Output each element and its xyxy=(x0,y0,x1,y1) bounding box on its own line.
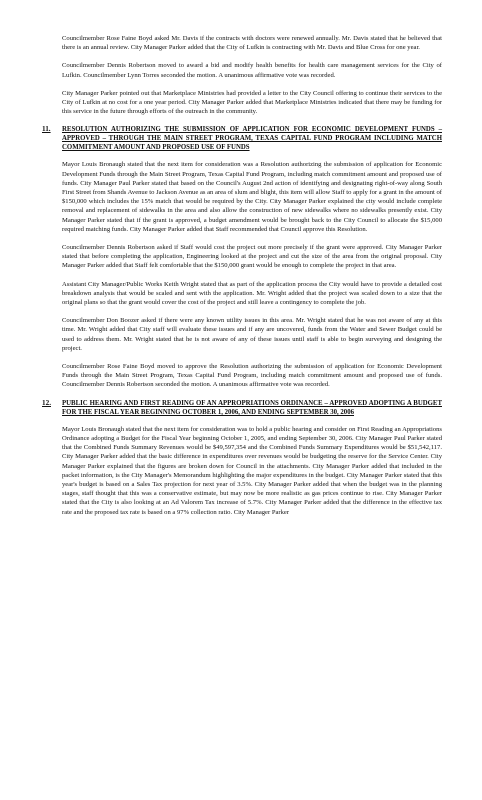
agenda-item-title: PUBLIC HEARING AND FIRST READING OF AN APPROPRIATIONS ORDINANCE – APPROVED ADOPTING A BUDGET FOR THE FISCAL YEAR BEGINNING OCTOBER 1, 2006, AND ENDING SEPTEMBER 30, 2006 xyxy=(62,399,442,416)
agenda-item-title: RESOLUTION AUTHORIZING THE SUBMISSION OF APPLICATION FOR ECONOMIC DEVELOPMENT FUNDS – APPROVED – THROUGH THE MAIN STREET PROGRAM, TEXAS CAPITAL FUND PROGRAM INCLUDING MATCH COMMITMENT AMOUNT AND PROPOSED USE OF FUNDS xyxy=(62,126,442,152)
paragraph: Councilmember Dennis Robertson moved to award a bid and modify health benefits for health care management services for the City of Lufkin. Councilmember Lynn Torres seconded the motion. A unanimous affirmative vote was recorded. xyxy=(62,62,442,79)
paragraph: Assistant City Manager/Public Works Keith Wright stated that as part of the application process the City would have to provide a detailed cost breakdown analysis that would be scaled and sent with the application. Mr. Wright added that the project was scaled down to a size that the original plans so that the grant would cover the cost of the project and still leave a contingency to complete the job. xyxy=(62,280,442,307)
paragraph: Councilmember Rose Faine Boyd asked Mr. Davis if the contracts with doctors were renewed annually. Mr. Davis stated that he believed that there is an annual review. City Manager Parker added that the City of Lufkin is contracting with Mr. Davis and Blue Cross for one year. xyxy=(62,35,442,52)
paragraph: City Manager Parker pointed out that Marketplace Ministries had provided a letter to the City Council offering to continue their services to the City of Lufkin at no cost for a one year period. City Manager Parker added that Marketplace Ministries indicated that there may be funding for this service in the future through efforts of the outreach in the community. xyxy=(62,89,442,116)
paragraph: Mayor Louis Bronaugh stated that the next item for consideration was a Resolution authorizing the submission of application for Economic Development Funds through the Main Street Program, Texas Capital Fund Program, including match commitment amount and proposed use of funds. City Manager Paul Parker stated that based on the Council's August 2nd action of identifying and designating right-of-way along South First Street from Shands Avenue to Jackson Avenue as an area of slum and blight, this item will allow Staff to apply for a grant in the amount of $150,000 which includes the 15% match that would be required by the City. City Manager Parker explained the city would include complete removal and replacement of sidewalks in the area and also allow the construction of new sidewalks where no sidewalks presently exist. City Manager Parker stated that if the grant is approved, a budget amendment would be brought back to the City Council to allocate the $15,000 required matching funds. City Manager Parker added that Staff recommended that Council approve this Resolution. xyxy=(62,161,442,233)
paragraph: Councilmember Don Boozer asked if there were any known utility issues in this area. Mr. Wright stated that he was not aware of any at this time. Mr. Wright added that City staff will evaluate these issues and if any are uncovered, funds from the Water and Sewer Budget could be used to address them. Mr. Wright stated that he is not aware of any of these issues until staff is able to begin surveying and designing the project. xyxy=(62,317,442,352)
paragraph: Mayor Louis Bronaugh stated that the next item for consideration was to hold a public hearing and consider on First Reading an Appropriations Ordinance adopting a Budget for the Fiscal Year beginning October 1, 2005, and ending September 30, 2006. City Manager Paul Parker stated that the Combined Funds Summary Revenues would be $49,597,354 and the Combined Funds Summary Expenditures would be $51,542,117. City Manager Parker added that the basic difference in expenditures over revenues would be budgeting the reserve for the Service Center. City Manager Parker explained that the figures are broken down for Council in the attachments. City Manager Parker added that included in the packet information, is the City Manager's Memorandum highlighting the major expenditures in the budget. City Manager Parker stated that this year's budget is based on a Sales Tax projection for next year of 3.5%. City Manager Parker added that when the budget was in the planning stages, staff thought that this was a conservative estimate, but may now be more realistic as gas prices continue to rise. City Manager Parker stated that the City is also looking at an Ad Valorem Tax increase of 5.7%. City Manager Parker added that the difference in the effective tax rate and the proposed tax rate is based on a 97% collection ratio. City Manager Parker xyxy=(62,425,442,516)
agenda-item-number: 12. xyxy=(42,398,51,407)
paragraph: Councilmember Dennis Robertson asked if Staff would cost the project out more precisely if the grant were approved. City Manager Parker stated that before completing the application, Engineering looked at the project and cut the size of the area from the original proposal. City Manager Parker added that Staff felt comfortable that the $150,000 grant would be enough to complete the project in that area. xyxy=(62,244,442,270)
agenda-item-11-heading xyxy=(42,125,442,152)
paragraph: Councilmember Rose Faine Boyd moved to approve the Resolution authorizing the submission of application for Economic Development Funds through the Main Street Program, Texas Capital Fund Program, including match commitment amount and proposed use of funds. Councilmember Dennis Robertson seconded the motion. A unanimous affirmative vote was recorded. xyxy=(62,363,442,389)
agenda-item-12-heading xyxy=(42,398,442,417)
agenda-item-number: 11. xyxy=(42,125,51,134)
